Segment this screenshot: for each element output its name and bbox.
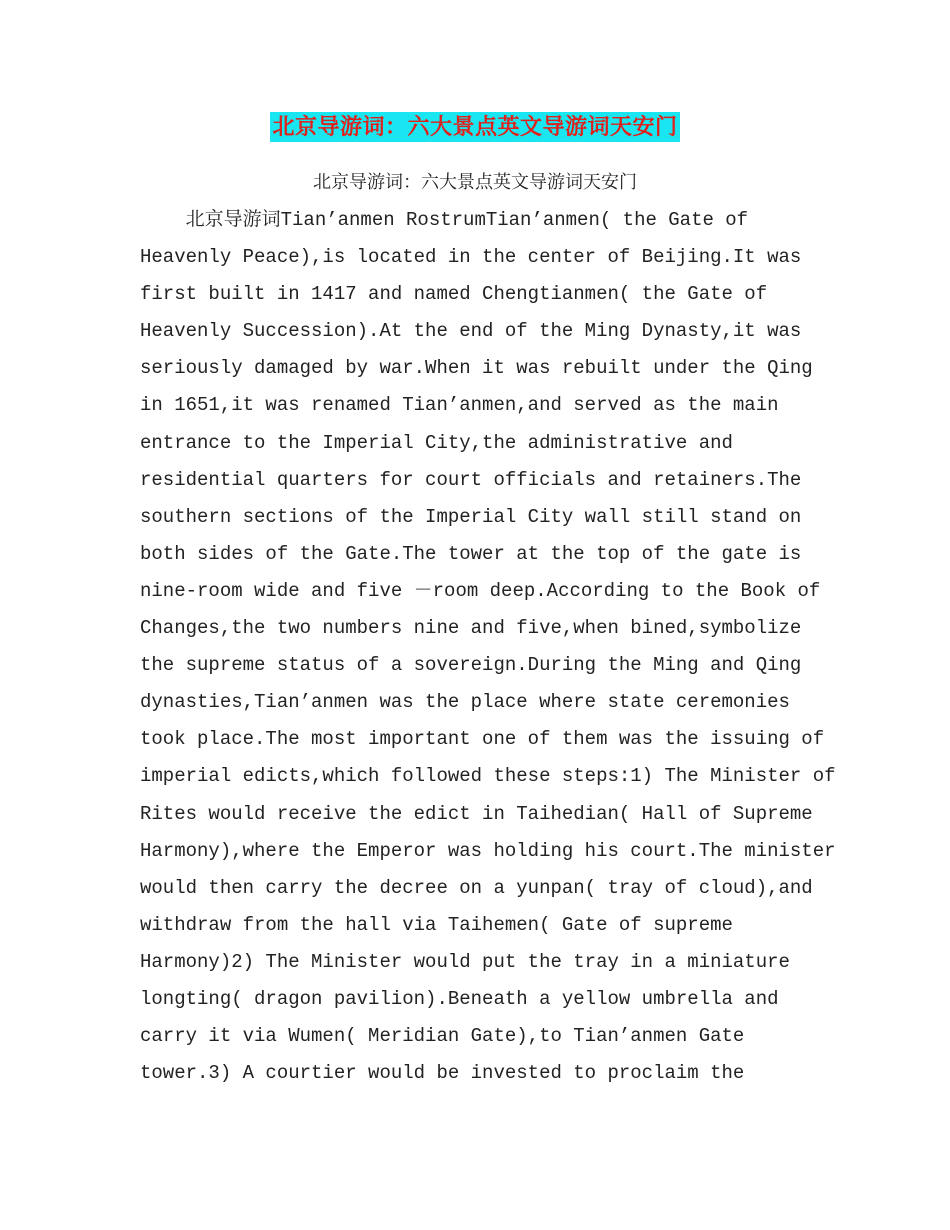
- body-line: tower.3) A courtier would be invested to proclaim the: [140, 1062, 745, 1085]
- body-line: seriously damaged by war.When it was rebuilt under the Qing: [140, 357, 813, 380]
- body-line: first built in 1417 and named Chengtianmen( the Gate of: [140, 283, 768, 306]
- title-container: [0, 112, 950, 142]
- document-title: 北京导游词：六大景点英文导游词天安门: [272, 114, 678, 140]
- body-line: in 1651,it was renamed Tian’anmen,and served as the main: [140, 394, 779, 417]
- body-line: withdraw from the hall via Taihemen( Gate of supreme: [140, 913, 733, 936]
- body-line: longting( dragon pavilion).Beneath a yellow umbrella and: [140, 987, 779, 1010]
- body-line: Heavenly Succession).At the end of the Ming Dynasty,it was: [140, 320, 802, 343]
- body-line: imperial edicts,which followed these steps:1) The Minister of: [140, 765, 836, 788]
- body-line: dynasties,Tian’anmen was the place where state ceremonies: [140, 691, 790, 714]
- document-subtitle: 北京导游词：六大景点英文导游词天安门: [313, 172, 637, 193]
- body-line: 北京导游词Tian’anmen RostrumTian’anmen( the Gate of: [140, 209, 749, 231]
- body-line: Rites would receive the edict in Taihedian( Hall of Supreme: [140, 802, 813, 825]
- body-line: nine-room wide and five －room deep.According to the Book of: [140, 579, 821, 602]
- body-line: both sides of the Gate.The tower at the top of the gate is: [140, 542, 802, 565]
- body-line: the supreme status of a sovereign.During the Ming and Qing: [140, 654, 802, 677]
- body-text: [140, 202, 930, 1092]
- body-line: carry it via Wumen( Meridian Gate),to Tian’anmen Gate: [140, 1025, 745, 1048]
- body-line: entrance to the Imperial City,the administrative and: [140, 431, 733, 454]
- body-line: southern sections of the Imperial City wall still stand on: [140, 505, 802, 528]
- body-line: would then carry the decree on a yunpan( tray of cloud),and: [140, 876, 813, 899]
- body-line: took place.The most important one of them was the issuing of: [140, 728, 825, 751]
- body-line: Harmony)2) The Minister would put the tray in a miniature: [140, 950, 790, 973]
- body-line: residential quarters for court officials and retainers.The: [140, 468, 802, 491]
- body-line: Heavenly Peace),is located in the center of Beijing.It was: [140, 246, 802, 269]
- body-line: Changes,the two numbers nine and five,when bined,symbolize: [140, 617, 802, 640]
- body-line: Harmony),where the Emperor was holding his court.The minister: [140, 839, 836, 862]
